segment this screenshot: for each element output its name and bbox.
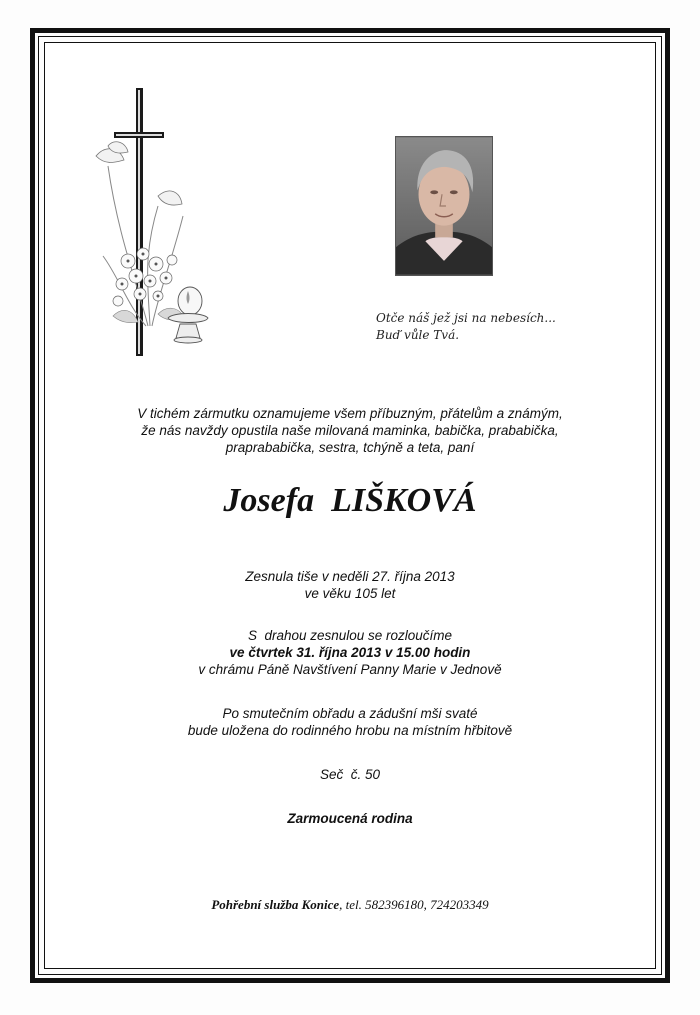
prayer-line-1: Otče náš jež jsi na nebesích... bbox=[376, 311, 556, 325]
family-signature: Zarmoucená rodina bbox=[287, 811, 413, 826]
burial-line-1: Po smutečním obřadu a zádušní mši svaté bbox=[222, 706, 478, 721]
death-line-1: Zesnula tiše v neděli 27. října 2013 bbox=[245, 569, 455, 584]
burial-info bbox=[44, 705, 656, 739]
announcement-line-2: že nás navždy opustila naše milovaná maminka, babička, prababička, bbox=[141, 423, 559, 438]
burial-line-2: bude uložena do rodinného hrobu na místním hřbitově bbox=[187, 723, 513, 738]
announcement-text bbox=[44, 405, 656, 456]
family-address: Seč č. 50 bbox=[319, 767, 381, 782]
funeral-service-contact: , tel. 582396180, 724203349 bbox=[339, 897, 489, 912]
farewell-info bbox=[44, 627, 656, 678]
deceased-name: Josefa LIŠKOVÁ bbox=[223, 482, 477, 519]
announcement-line-1: V tichém zármutku oznamujeme všem příbuzným, přátelům a známým, bbox=[137, 406, 563, 421]
prayer-quote bbox=[376, 310, 596, 344]
farewell-date: ve čtvrtek 31. října 2013 v 15.00 hodin bbox=[229, 645, 471, 660]
death-info bbox=[44, 568, 656, 602]
announcement-line-3: praprababička, sestra, tchýně a teta, paní bbox=[225, 440, 475, 455]
cross-with-lilies-icon bbox=[88, 86, 218, 362]
prayer-line-2: Buď vůle Tvá. bbox=[376, 328, 460, 342]
farewell-place: v chrámu Páně Navštívení Panny Marie v Jednově bbox=[198, 662, 502, 677]
portrait-photo bbox=[395, 136, 493, 276]
funeral-service-name: Pohřební služba Konice bbox=[211, 897, 340, 912]
death-line-2: ve věku 105 let bbox=[304, 586, 396, 601]
farewell-line-1: S drahou zesnulou se rozloučíme bbox=[247, 628, 453, 643]
funeral-service bbox=[44, 896, 656, 913]
